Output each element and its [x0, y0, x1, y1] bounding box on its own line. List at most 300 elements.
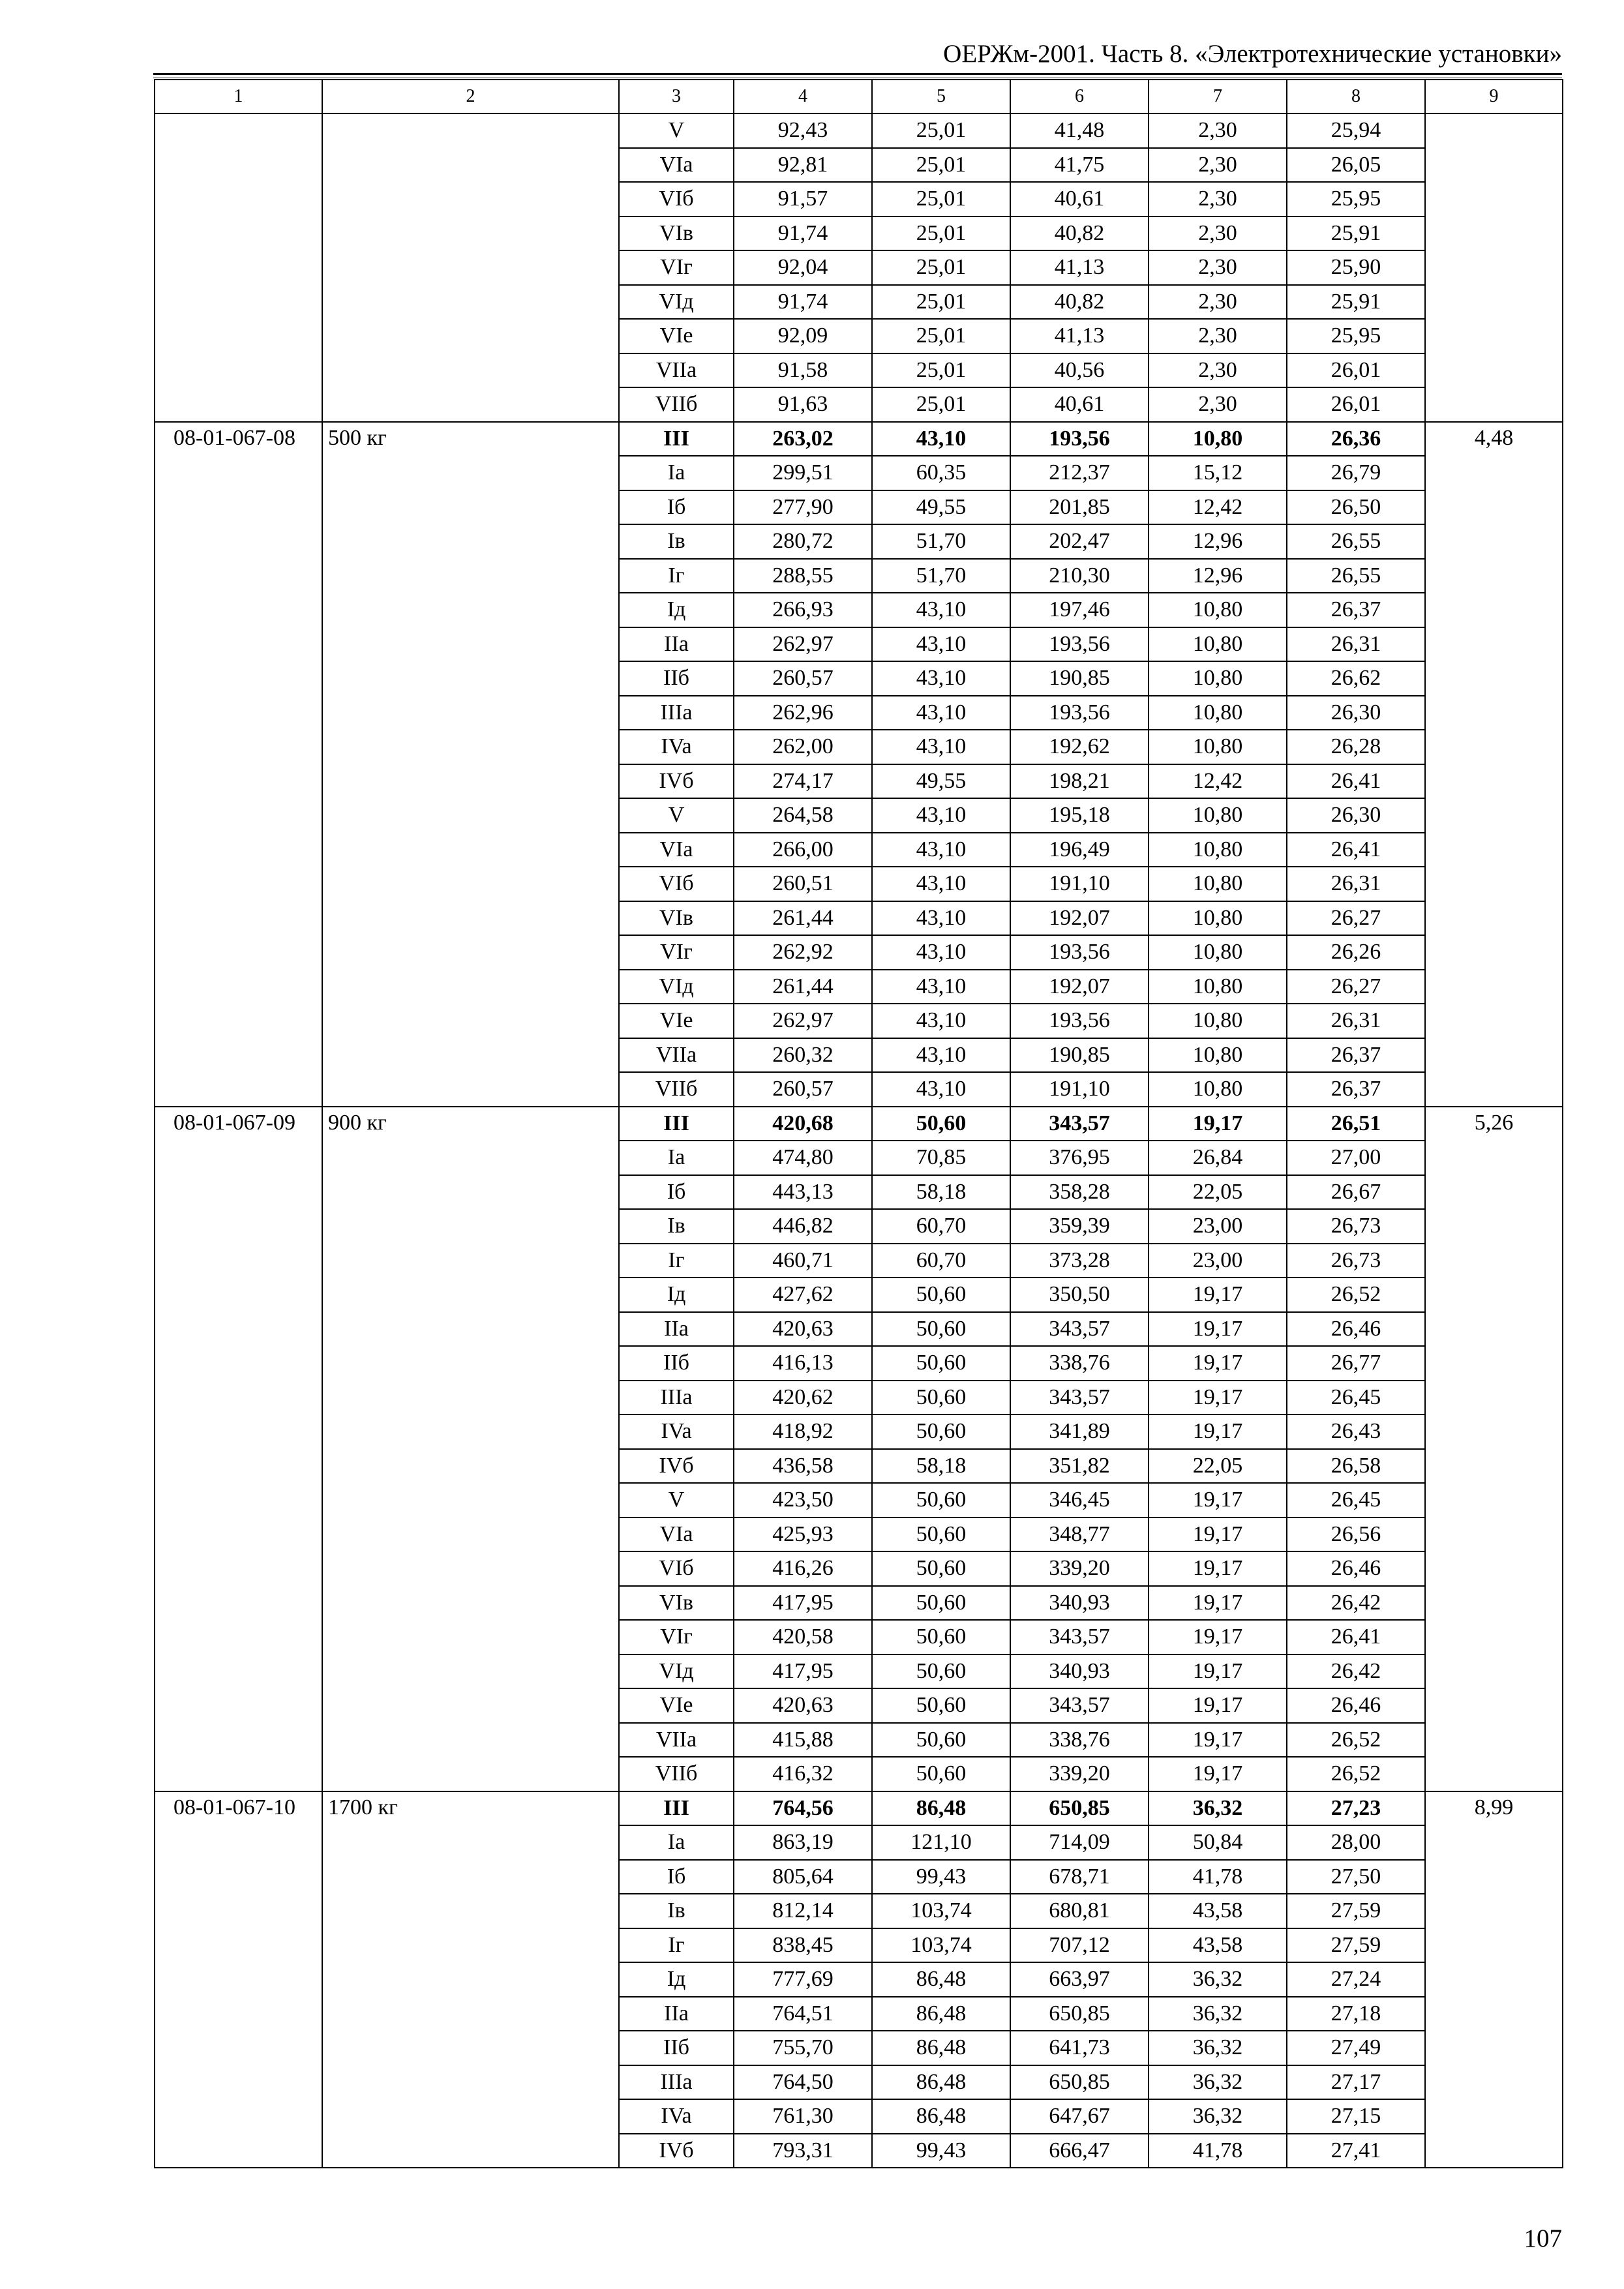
value-cell: 373,28 [1010, 1244, 1149, 1278]
value-cell: 91,63 [734, 387, 872, 422]
value-cell: 40,61 [1010, 182, 1149, 217]
value-cell: 266,93 [734, 593, 872, 627]
variant-cell: V [619, 113, 734, 148]
value-cell: 50,84 [1149, 1825, 1287, 1860]
value-cell: 26,41 [1287, 764, 1425, 799]
page-number: 107 [1524, 2224, 1562, 2252]
value-cell: 10,80 [1149, 901, 1287, 936]
value-cell: 193,56 [1010, 422, 1149, 456]
variant-cell: IIб [619, 1346, 734, 1381]
value-cell: 27,59 [1287, 1894, 1425, 1928]
variant-cell: VIa [619, 833, 734, 867]
value-cell: 26,43 [1287, 1414, 1425, 1449]
value-cell: 50,60 [872, 1518, 1010, 1552]
value-cell: 25,91 [1287, 285, 1425, 320]
value-cell: 417,95 [734, 1586, 872, 1621]
value-cell: 26,31 [1287, 1004, 1425, 1038]
rate-code: 08-01-067-10 [155, 1791, 322, 2168]
value-cell: 27,00 [1287, 1141, 1425, 1175]
value-cell: 280,72 [734, 524, 872, 559]
value-cell: 10,80 [1149, 730, 1287, 764]
value-cell: 26,36 [1287, 422, 1425, 456]
value-cell: 264,58 [734, 798, 872, 833]
value-cell: 812,14 [734, 1894, 872, 1928]
value-cell: 417,95 [734, 1654, 872, 1689]
value-cell: 25,94 [1287, 113, 1425, 148]
table-row [155, 1791, 1563, 1826]
value-cell: 50,60 [872, 1107, 1010, 1141]
value-cell: 12,42 [1149, 764, 1287, 799]
value-cell: 26,62 [1287, 661, 1425, 696]
value-cell: 359,39 [1010, 1209, 1149, 1244]
value-cell: 192,62 [1010, 730, 1149, 764]
value-cell: 26,30 [1287, 696, 1425, 730]
rates-table [154, 79, 1563, 2168]
value-cell: 86,48 [872, 2031, 1010, 2065]
variant-cell: VIIб [619, 1072, 734, 1107]
column-number: 3 [619, 80, 734, 113]
value-cell: 26,51 [1287, 1107, 1425, 1141]
variant-cell: III [619, 1107, 734, 1141]
value-cell: 86,48 [872, 2065, 1010, 2100]
value-cell: 2,30 [1149, 182, 1287, 217]
variant-cell: IIIa [619, 696, 734, 730]
column-number: 7 [1149, 80, 1287, 113]
value-cell: 26,45 [1287, 1483, 1425, 1518]
value-cell: 43,10 [872, 833, 1010, 867]
variant-cell: IVa [619, 730, 734, 764]
value-cell: 12,96 [1149, 524, 1287, 559]
value-cell: 23,00 [1149, 1209, 1287, 1244]
value-cell: 41,78 [1149, 2134, 1287, 2168]
value-cell: 192,07 [1010, 970, 1149, 1004]
value-cell: 10,80 [1149, 1072, 1287, 1107]
value-cell: 764,51 [734, 1997, 872, 2031]
value-cell: 19,17 [1149, 1483, 1287, 1518]
variant-cell: VIб [619, 182, 734, 217]
value-cell: 261,44 [734, 970, 872, 1004]
value-cell: 19,17 [1149, 1723, 1287, 1758]
value-cell: 43,10 [872, 696, 1010, 730]
value-cell: 70,85 [872, 1141, 1010, 1175]
variant-cell: Iг [619, 1928, 734, 1963]
value-cell: 36,32 [1149, 1962, 1287, 1997]
value-cell: 19,17 [1149, 1654, 1287, 1689]
value-cell: 36,32 [1149, 1997, 1287, 2031]
variant-cell: VIIa [619, 353, 734, 388]
value-cell: 190,85 [1010, 1038, 1149, 1073]
value-cell: 193,56 [1010, 696, 1149, 730]
value-cell: 262,96 [734, 696, 872, 730]
value-cell: 2,30 [1149, 387, 1287, 422]
value-cell: 27,15 [1287, 2099, 1425, 2134]
value-cell: 10,80 [1149, 593, 1287, 627]
value-cell: 26,84 [1149, 1141, 1287, 1175]
variant-cell: Iд [619, 1962, 734, 1997]
value-cell: 425,93 [734, 1518, 872, 1552]
value-cell: 193,56 [1010, 935, 1149, 970]
column-number: 9 [1425, 80, 1563, 113]
value-cell: 26,30 [1287, 798, 1425, 833]
value-cell: 58,18 [872, 1175, 1010, 1210]
value-cell: 40,61 [1010, 387, 1149, 422]
value-cell: 263,02 [734, 422, 872, 456]
value-cell: 427,62 [734, 1278, 872, 1312]
variant-cell: VIa [619, 148, 734, 183]
value-cell: 50,60 [872, 1346, 1010, 1381]
value-cell: 764,56 [734, 1791, 872, 1826]
variant-cell: VIг [619, 1620, 734, 1654]
variant-cell: V [619, 1483, 734, 1518]
value-cell: 2,30 [1149, 250, 1287, 285]
value-cell: 19,17 [1149, 1312, 1287, 1347]
value-cell: 25,90 [1287, 250, 1425, 285]
value-cell: 260,57 [734, 661, 872, 696]
value-cell: 103,74 [872, 1894, 1010, 1928]
value-cell: 92,09 [734, 319, 872, 353]
value-cell: 764,50 [734, 2065, 872, 2100]
value-cell: 43,10 [872, 901, 1010, 936]
value-cell: 340,93 [1010, 1654, 1149, 1689]
value-cell: 641,73 [1010, 2031, 1149, 2065]
value-cell: 26,55 [1287, 559, 1425, 593]
value-cell: 2,30 [1149, 353, 1287, 388]
value-cell: 25,01 [872, 387, 1010, 422]
column-number: 6 [1010, 80, 1149, 113]
value-cell: 10,80 [1149, 970, 1287, 1004]
value-cell: 678,71 [1010, 1860, 1149, 1894]
variant-cell: IVa [619, 1414, 734, 1449]
rate-extra-value [1425, 113, 1563, 422]
table-body [155, 80, 1563, 2168]
rate-extra-value: 4,48 [1425, 422, 1563, 1107]
value-cell: 666,47 [1010, 2134, 1149, 2168]
variant-cell: VIб [619, 1551, 734, 1586]
value-cell: 777,69 [734, 1962, 872, 1997]
value-cell: 714,09 [1010, 1825, 1149, 1860]
value-cell: 43,10 [872, 1038, 1010, 1073]
value-cell: 262,97 [734, 1004, 872, 1038]
value-cell: 26,31 [1287, 867, 1425, 901]
table-row [155, 422, 1563, 456]
value-cell: 25,01 [872, 250, 1010, 285]
value-cell: 19,17 [1149, 1586, 1287, 1621]
value-cell: 26,37 [1287, 1072, 1425, 1107]
column-number: 1 [155, 80, 322, 113]
rate-name: 900 кг [322, 1107, 619, 1791]
variant-cell: Iд [619, 1278, 734, 1312]
variant-cell: IVa [619, 2099, 734, 2134]
value-cell: 197,46 [1010, 593, 1149, 627]
value-cell: 420,63 [734, 1312, 872, 1347]
rate-name: 500 кг [322, 422, 619, 1107]
variant-cell: III [619, 422, 734, 456]
value-cell: 25,95 [1287, 182, 1425, 217]
value-cell: 2,30 [1149, 113, 1287, 148]
value-cell: 10,80 [1149, 935, 1287, 970]
value-cell: 416,13 [734, 1346, 872, 1381]
value-cell: 260,57 [734, 1072, 872, 1107]
value-cell: 50,60 [872, 1586, 1010, 1621]
value-cell: 50,60 [872, 1688, 1010, 1723]
value-cell: 26,67 [1287, 1175, 1425, 1210]
value-cell: 26,58 [1287, 1449, 1425, 1484]
rate-code: 08-01-067-09 [155, 1107, 322, 1791]
value-cell: 202,47 [1010, 524, 1149, 559]
variant-cell: IVб [619, 764, 734, 799]
value-cell: 25,01 [872, 217, 1010, 251]
rate-code: 08-01-067-08 [155, 422, 322, 1107]
value-cell: 262,92 [734, 935, 872, 970]
value-cell: 26,01 [1287, 353, 1425, 388]
variant-cell: VIIб [619, 387, 734, 422]
rate-extra-value: 5,26 [1425, 1107, 1563, 1791]
value-cell: 50,60 [872, 1414, 1010, 1449]
value-cell: 436,58 [734, 1449, 872, 1484]
value-cell: 25,01 [872, 285, 1010, 320]
value-cell: 86,48 [872, 2099, 1010, 2134]
value-cell: 12,42 [1149, 490, 1287, 525]
value-cell: 418,92 [734, 1414, 872, 1449]
value-cell: 2,30 [1149, 285, 1287, 320]
value-cell: 36,32 [1149, 1791, 1287, 1826]
value-cell: 26,42 [1287, 1586, 1425, 1621]
value-cell: 40,82 [1010, 217, 1149, 251]
value-cell: 43,10 [872, 867, 1010, 901]
value-cell: 60,70 [872, 1244, 1010, 1278]
value-cell: 863,19 [734, 1825, 872, 1860]
variant-cell: Iд [619, 593, 734, 627]
value-cell: 19,17 [1149, 1414, 1287, 1449]
value-cell: 26,77 [1287, 1346, 1425, 1381]
variant-cell: VIв [619, 901, 734, 936]
value-cell: 350,50 [1010, 1278, 1149, 1312]
value-cell: 415,88 [734, 1723, 872, 1758]
value-cell: 663,97 [1010, 1962, 1149, 1997]
value-cell: 340,93 [1010, 1586, 1149, 1621]
value-cell: 647,67 [1010, 2099, 1149, 2134]
value-cell: 191,10 [1010, 867, 1149, 901]
value-cell: 43,10 [872, 1004, 1010, 1038]
value-cell: 26,55 [1287, 524, 1425, 559]
value-cell: 19,17 [1149, 1278, 1287, 1312]
value-cell: 26,41 [1287, 1620, 1425, 1654]
variant-cell: IIб [619, 2031, 734, 2065]
value-cell: 25,01 [872, 113, 1010, 148]
value-cell: 26,73 [1287, 1244, 1425, 1278]
value-cell: 26,27 [1287, 970, 1425, 1004]
value-cell: 26,01 [1287, 387, 1425, 422]
value-cell: 343,57 [1010, 1620, 1149, 1654]
value-cell: 26,46 [1287, 1312, 1425, 1347]
value-cell: 650,85 [1010, 1997, 1149, 2031]
value-cell: 23,00 [1149, 1244, 1287, 1278]
value-cell: 26,05 [1287, 148, 1425, 183]
value-cell: 19,17 [1149, 1620, 1287, 1654]
value-cell: 193,56 [1010, 1004, 1149, 1038]
value-cell: 416,32 [734, 1757, 872, 1791]
value-cell: 28,00 [1287, 1825, 1425, 1860]
value-cell: 43,58 [1149, 1928, 1287, 1963]
value-cell: 43,10 [872, 661, 1010, 696]
variant-cell: VIe [619, 319, 734, 353]
value-cell: 191,10 [1010, 1072, 1149, 1107]
value-cell: 26,27 [1287, 901, 1425, 936]
value-cell: 26,52 [1287, 1278, 1425, 1312]
value-cell: 10,80 [1149, 627, 1287, 662]
value-cell: 343,57 [1010, 1312, 1149, 1347]
value-cell: 91,58 [734, 353, 872, 388]
document-header: ОЕРЖм-2001. Часть 8. «Электротехнические установки» [943, 40, 1562, 68]
table-row [155, 113, 1563, 148]
value-cell: 36,32 [1149, 2099, 1287, 2134]
value-cell: 25,91 [1287, 217, 1425, 251]
variant-cell: V [619, 798, 734, 833]
value-cell: 19,17 [1149, 1346, 1287, 1381]
value-cell: 25,01 [872, 319, 1010, 353]
value-cell: 43,10 [872, 730, 1010, 764]
variant-cell: Iв [619, 1894, 734, 1928]
value-cell: 50,60 [872, 1551, 1010, 1586]
value-cell: 650,85 [1010, 2065, 1149, 2100]
value-cell: 43,10 [872, 935, 1010, 970]
value-cell: 99,43 [872, 2134, 1010, 2168]
value-cell: 288,55 [734, 559, 872, 593]
value-cell: 27,17 [1287, 2065, 1425, 2100]
value-cell: 260,51 [734, 867, 872, 901]
value-cell: 838,45 [734, 1928, 872, 1963]
rate-code [155, 113, 322, 422]
rate-name: 1700 кг [322, 1791, 619, 2168]
value-cell: 443,13 [734, 1175, 872, 1210]
value-cell: 58,18 [872, 1449, 1010, 1484]
value-cell: 26,46 [1287, 1551, 1425, 1586]
variant-cell: IVб [619, 2134, 734, 2168]
value-cell: 26,79 [1287, 456, 1425, 490]
rate-name [322, 113, 619, 422]
value-cell: 41,13 [1010, 319, 1149, 353]
variant-cell: Ia [619, 1825, 734, 1860]
variant-cell: Iб [619, 1175, 734, 1210]
value-cell: 25,01 [872, 148, 1010, 183]
value-cell: 196,49 [1010, 833, 1149, 867]
value-cell: 43,10 [872, 593, 1010, 627]
value-cell: 99,43 [872, 1860, 1010, 1894]
value-cell: 26,28 [1287, 730, 1425, 764]
value-cell: 40,82 [1010, 285, 1149, 320]
value-cell: 43,10 [872, 970, 1010, 1004]
value-cell: 358,28 [1010, 1175, 1149, 1210]
value-cell: 761,30 [734, 2099, 872, 2134]
value-cell: 26,45 [1287, 1381, 1425, 1415]
value-cell: 26,50 [1287, 490, 1425, 525]
variant-cell: VIб [619, 867, 734, 901]
value-cell: 51,70 [872, 524, 1010, 559]
value-cell: 348,77 [1010, 1518, 1149, 1552]
value-cell: 10,80 [1149, 661, 1287, 696]
variant-cell: VIIб [619, 1757, 734, 1791]
value-cell: 474,80 [734, 1141, 872, 1175]
variant-cell: VIв [619, 1586, 734, 1621]
value-cell: 805,64 [734, 1860, 872, 1894]
value-cell: 416,26 [734, 1551, 872, 1586]
variant-cell: III [619, 1791, 734, 1826]
value-cell: 27,18 [1287, 1997, 1425, 2031]
value-cell: 40,56 [1010, 353, 1149, 388]
value-cell: 36,32 [1149, 2031, 1287, 2065]
value-cell: 707,12 [1010, 1928, 1149, 1963]
value-cell: 26,37 [1287, 1038, 1425, 1073]
value-cell: 192,07 [1010, 901, 1149, 936]
value-cell: 49,55 [872, 490, 1010, 525]
value-cell: 43,10 [872, 627, 1010, 662]
value-cell: 50,60 [872, 1757, 1010, 1791]
value-cell: 92,43 [734, 113, 872, 148]
value-cell: 26,41 [1287, 833, 1425, 867]
value-cell: 19,17 [1149, 1381, 1287, 1415]
value-cell: 420,62 [734, 1381, 872, 1415]
variant-cell: Iв [619, 1209, 734, 1244]
value-cell: 351,82 [1010, 1449, 1149, 1484]
value-cell: 343,57 [1010, 1107, 1149, 1141]
variant-cell: Ia [619, 456, 734, 490]
value-cell: 10,80 [1149, 422, 1287, 456]
value-cell: 50,60 [872, 1620, 1010, 1654]
value-cell: 103,74 [872, 1928, 1010, 1963]
value-cell: 338,76 [1010, 1723, 1149, 1758]
value-cell: 25,01 [872, 182, 1010, 217]
value-cell: 26,31 [1287, 627, 1425, 662]
value-cell: 41,75 [1010, 148, 1149, 183]
value-cell: 26,56 [1287, 1518, 1425, 1552]
value-cell: 91,74 [734, 217, 872, 251]
value-cell: 15,12 [1149, 456, 1287, 490]
value-cell: 338,76 [1010, 1346, 1149, 1381]
value-cell: 27,49 [1287, 2031, 1425, 2065]
value-cell: 10,80 [1149, 798, 1287, 833]
value-cell: 12,96 [1149, 559, 1287, 593]
value-cell: 793,31 [734, 2134, 872, 2168]
value-cell: 50,60 [872, 1654, 1010, 1689]
variant-cell: VIIa [619, 1723, 734, 1758]
value-cell: 26,52 [1287, 1723, 1425, 1758]
value-cell: 43,58 [1149, 1894, 1287, 1928]
value-cell: 26,52 [1287, 1757, 1425, 1791]
variant-cell: IIIa [619, 1381, 734, 1415]
variant-cell: VIг [619, 250, 734, 285]
value-cell: 41,78 [1149, 1860, 1287, 1894]
value-cell: 25,01 [872, 353, 1010, 388]
variant-cell: Ia [619, 1141, 734, 1175]
column-number: 2 [322, 80, 619, 113]
variant-cell: VIe [619, 1004, 734, 1038]
value-cell: 86,48 [872, 1997, 1010, 2031]
value-cell: 650,85 [1010, 1791, 1149, 1826]
variant-cell: IIa [619, 1997, 734, 2031]
value-cell: 19,17 [1149, 1518, 1287, 1552]
value-cell: 755,70 [734, 2031, 872, 2065]
value-cell: 212,37 [1010, 456, 1149, 490]
value-cell: 10,80 [1149, 1038, 1287, 1073]
rate-extra-value: 8,99 [1425, 1791, 1563, 2168]
value-cell: 91,57 [734, 182, 872, 217]
value-cell: 274,17 [734, 764, 872, 799]
value-cell: 49,55 [872, 764, 1010, 799]
value-cell: 2,30 [1149, 217, 1287, 251]
value-cell: 262,00 [734, 730, 872, 764]
variant-cell: Iв [619, 524, 734, 559]
variant-cell: IIa [619, 1312, 734, 1347]
